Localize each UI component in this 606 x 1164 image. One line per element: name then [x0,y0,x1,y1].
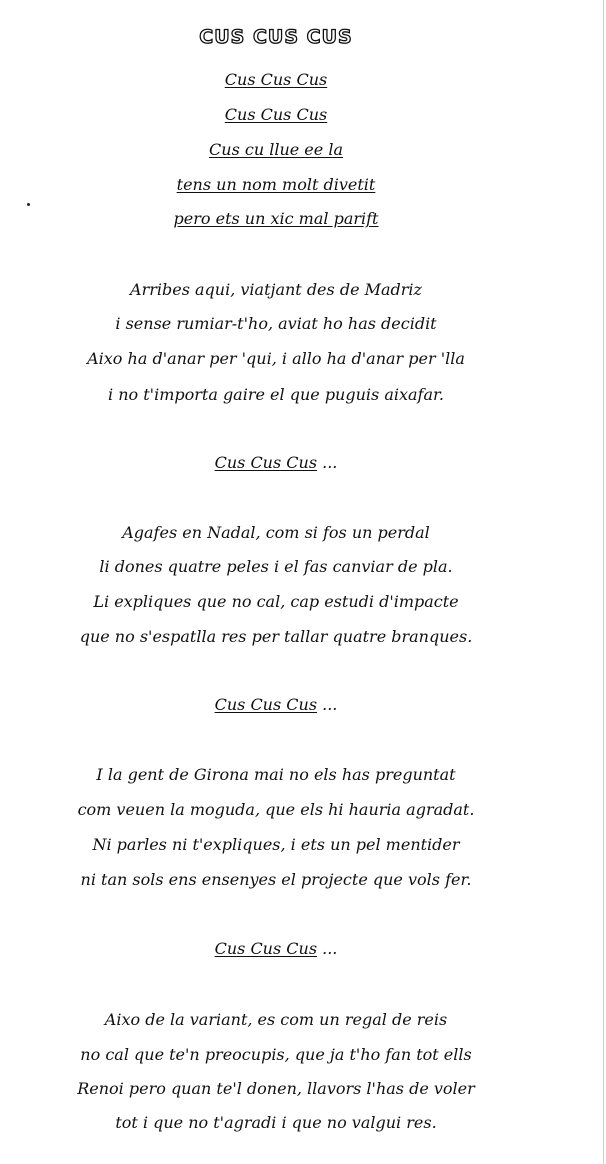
verse-line: Arribes aqui, viatjant des de Madriz [130,280,422,299]
stray-dot [27,203,30,206]
intro-line [0,140,552,160]
verse-line: li dones quatre peles i el fas canviar de pla. [99,557,453,576]
intro-line-text: pero ets un xic mal parift [173,209,379,228]
intro-line-text: Cus Cus Cus [224,105,328,124]
intro-line-text: Cus Cus Cus [224,70,328,89]
verse-line: Renoi pero quan te'l donen, llavors l'has de voler [77,1079,475,1098]
verse-line: Agafes en Nadal, com si fos un perdal [122,523,430,542]
chorus-text: Cus Cus Cus [214,695,318,714]
chorus-text: Cus Cus Cus [214,939,318,958]
verse-line: no cal que te'n preocupis, que ja t'ho fan tot ells [80,1045,472,1064]
chorus-ellipsis: ... [317,939,338,958]
intro-line [0,175,552,195]
intro-line [0,209,552,229]
verse-line: Aixo ha d'anar per 'qui, i allo ha d'anar per 'lla [87,349,465,368]
chorus-line [0,695,552,715]
intro-line-text: Cus cu llue ee la [209,140,343,159]
intro-line [0,70,552,90]
intro-line-text: tens un nom molt divetit [176,175,376,194]
verse-line: tot i que no t'agradi i que no valgui res. [115,1113,437,1132]
verse-line: com veuen la moguda, que els hi hauria agradat. [77,800,475,819]
verse-line: que no s'espatlla res per tallar quatre branques. [79,627,473,646]
verse-line: I la gent de Girona mai no els has preguntat [96,765,456,784]
chorus-ellipsis: ... [317,453,338,472]
intro-line [0,105,552,125]
verse-line: Aixo de la variant, es com un regal de reis [104,1010,448,1029]
scan-edge [603,0,604,1164]
verse-line: i no t'importa gaire el que puguis aixafar. [108,385,444,404]
verse-line: i sense rumiar-t'ho, aviat ho has decidit [115,314,437,333]
song-title: CUS CUS CUS [199,26,353,48]
verse-line: ni tan sols ens ensenyes el projecte que vols fer. [80,870,472,889]
chorus-line [0,939,552,959]
chorus-text: Cus Cus Cus [214,453,318,472]
chorus-ellipsis: ... [317,695,338,714]
verse-line: Ni parles ni t'expliques, i ets un pel mentider [92,835,460,854]
verse-line: Li expliques que no cal, cap estudi d'impacte [93,592,459,611]
chorus-line [0,453,552,473]
